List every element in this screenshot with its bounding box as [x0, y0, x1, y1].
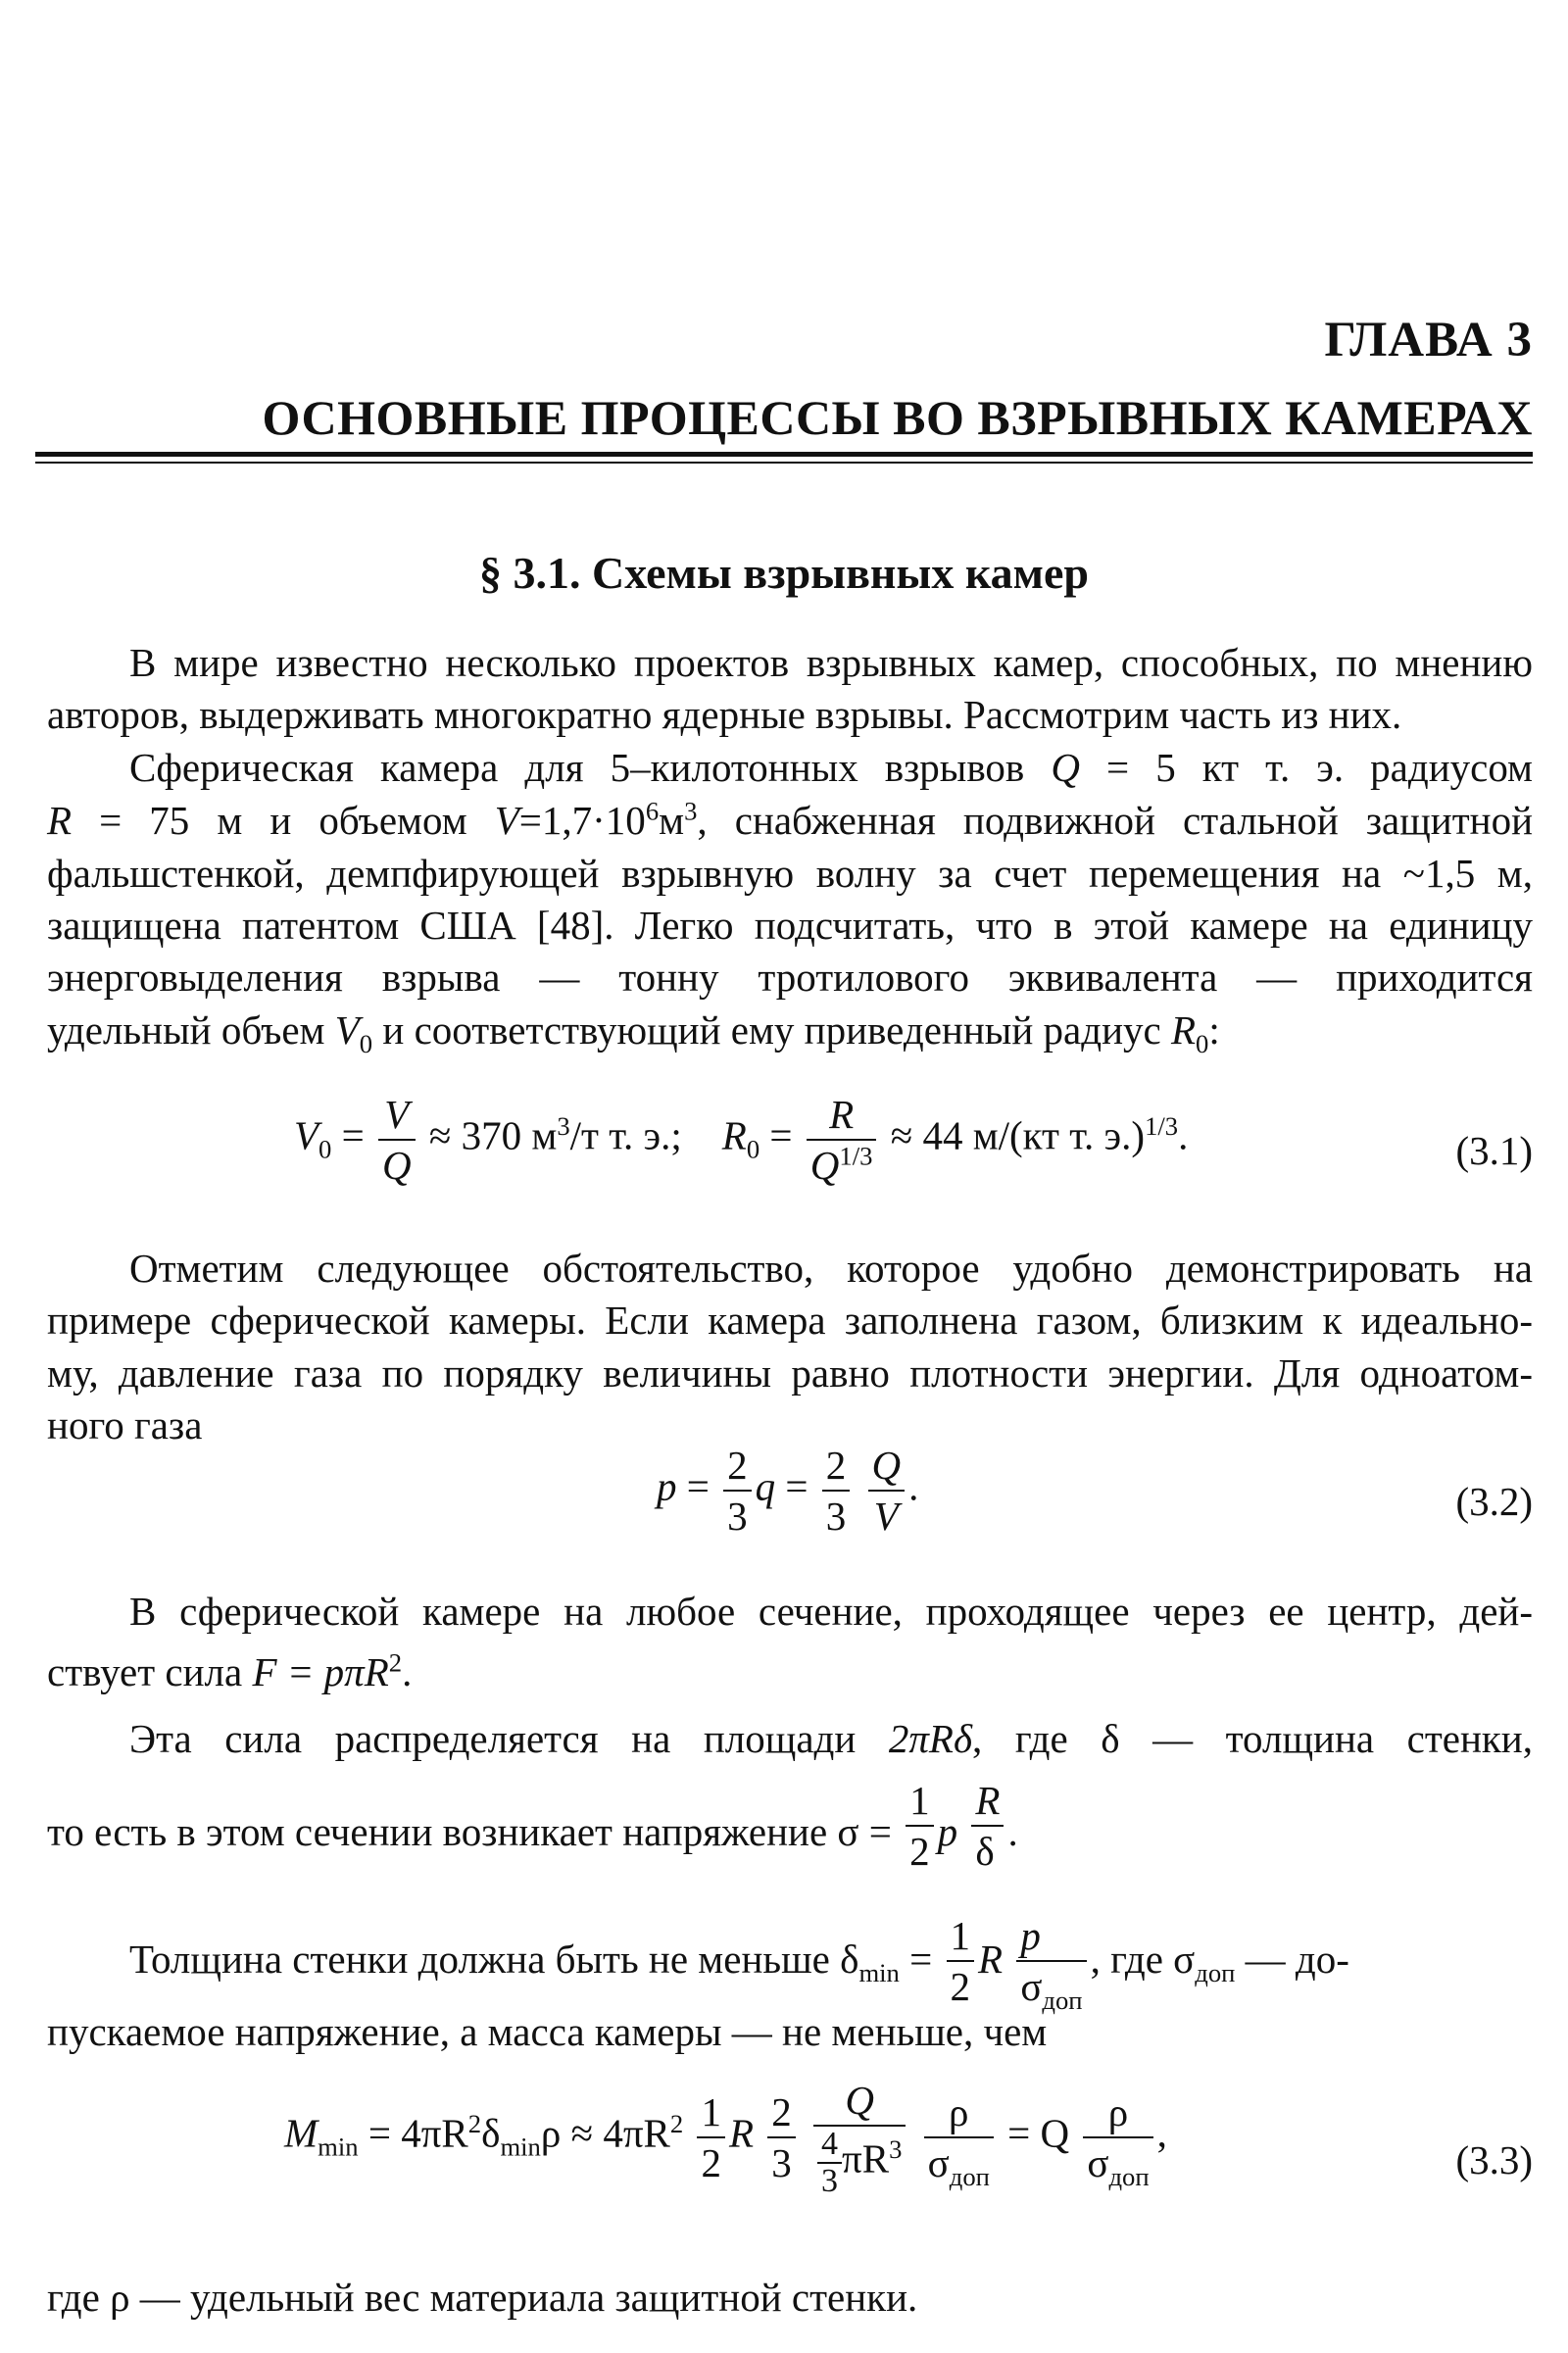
paragraph-2-line-4: защищена патентом США [48]. Легко подсчитать, что в этой камере на единицу: [47, 903, 1533, 948]
paragraph-3-line-4: ного газа: [47, 1402, 203, 1447]
fraction-1-2: $\frac{1}{2}$: [906, 1776, 934, 1876]
equation-number-3-3: (3.3): [1455, 2137, 1533, 2182]
paragraph-3-line-3: му, давление газа по порядку величины равно плотности энергии. Для одноатом-: [47, 1350, 1533, 1396]
paragraph-3-line-2: примере сферической камеры. Если камера заполнена газом, близким к идеально-: [47, 1298, 1533, 1343]
chapter-title: ОСНОВНЫЕ ПРОЦЕССЫ ВО ВЗРЫВНЫХ КАМЕРАХ: [262, 390, 1533, 445]
fraction-2-3-b: $\frac{2}{3}$: [822, 1441, 851, 1541]
paragraph-2-line-2: R = 75 м и объемом $V=1,7\cdot 10^6м^3$, снабженная подвижной стальной защитной: [47, 796, 1534, 843]
paragraph-3-line-1: Отметим следующее обстоятельство, которое удобно демонстрировать на: [129, 1246, 1533, 1291]
chapter-label: ГЛАВА 3: [1324, 313, 1533, 368]
equation-3-2: p = $\frac{2}{3}$ q = $\frac{2}{3}$ $\frac{Q}{V}$ .: [657, 1443, 919, 1539]
paragraph-4-line-2: ствует сила F = pπR$^2$.: [47, 1647, 413, 1694]
paragraph-7-line-1: где ρ — удельный вес материала защитной стенки.: [47, 2275, 918, 2320]
section-title: § 3.1. Схемы взрывных камер: [479, 548, 1089, 598]
fraction-q-over-volume: Q $\frac{4}{3}$ $\pi R^3$: [813, 2076, 906, 2199]
paragraph-6-line-1: Толщина стенки должна быть не меньше $\delta_{min}$ = $\frac{1}{2}$ R $\frac{p}{\sigma_{доп}}$ , где $\sigma_{доп}$ — до-: [129, 1913, 1349, 2016]
fraction-q-over-v: $\frac{Q}{V}$: [868, 1441, 906, 1541]
fraction-r-over-delta: $\frac{R}{\delta}$: [971, 1776, 1004, 1876]
fraction-1-2-b: $\frac{1}{2}$: [947, 1911, 975, 2011]
paragraph-5-line-2: то есть в этом сечении возникает напряжение σ = $\frac{1}{2}$ p $\frac{R}{\delta}$ .: [47, 1778, 1018, 1874]
title-rule-thick: [35, 452, 1533, 457]
paragraph-2-line-6: удельный объем $V_0$ и соответствующий ему приведенный радиус $R_0$:: [47, 1007, 1220, 1059]
title-rule-thin: [35, 462, 1533, 464]
fraction-1-2-c: $\frac{1}{2}$: [697, 2087, 725, 2187]
paragraph-5-line-1: Эта сила распределяется на площади 2πRδ, где δ — толщина стенки,: [129, 1716, 1534, 1761]
fraction-p-over-sigma: $\frac{p}{\sigma_{доп}}$: [1016, 1911, 1086, 2011]
paragraph-1-line-2: авторов, выдерживать многократно ядерные взрывы. Рассмотрим часть из них.: [47, 692, 1402, 737]
fraction-2-3-c: $\frac{2}{3}$: [767, 2087, 796, 2187]
fraction-v-over-q: $\frac{V}{Q}$: [378, 1090, 416, 1190]
paragraph-6-line-2: пускаемое напряжение, а масса камеры — не меньше, чем: [47, 2009, 1048, 2054]
fraction-2-3-a: $\frac{2}{3}$: [723, 1441, 752, 1541]
paragraph-1-line-1: В мире известно несколько проектов взрывных камер, способных, по мнению: [129, 640, 1533, 685]
paragraph-2-line-1: Сферическая камера для 5–килотонных взрывов Q = 5 кт т. э. радиусом: [129, 745, 1534, 790]
equation-number-3-2: (3.2): [1455, 1479, 1533, 1524]
fraction-rho-over-sigma-a: $\frac{\rho}{\sigma_{доп}}$: [924, 2087, 994, 2187]
fraction-rho-over-sigma-b: $\frac{\rho}{\sigma_{доп}}$: [1083, 2087, 1152, 2187]
fraction-4-3: $\frac{4}{3}$: [817, 2127, 842, 2199]
paragraph-2-line-5: энерговыделения взрыва — тонну тротилового эквивалента — приходится: [47, 955, 1533, 1000]
equation-3-3: $M_{min} = 4\pi R^2\delta_{min}\rho \approx 4\pi R^2$ $\frac{1}{2}$ R $\frac{2}{3}$ Q $\frac{4}{3}$ $\pi R^3$ $\frac{\rho}{\sigma_{доп}}$ = Q $\frac{\rho}{\sigma_{доп}}$ ,: [284, 2078, 1167, 2199]
paragraph-2-line-3: фальшстенкой, демпфирующей взрывную волну за счет перемещения на ~1,5 м,: [47, 851, 1533, 896]
equation-3-1: $V_0$ = $\frac{V}{Q}$ ≈ 370 $м^3/т$ т. э.; $R_0$ = $\frac{R}{Q^{1/3}}$ ≈ 44 м/(кт т. э.)$^{1/3}$.: [294, 1092, 1189, 1188]
equation-number-3-1: (3.1): [1455, 1128, 1533, 1173]
paragraph-4-line-1: В сферической камере на любое сечение, проходящее через ее центр, дей-: [129, 1589, 1533, 1634]
fraction-r-over-q: $\frac{R}{Q^{1/3}}$: [807, 1090, 877, 1190]
